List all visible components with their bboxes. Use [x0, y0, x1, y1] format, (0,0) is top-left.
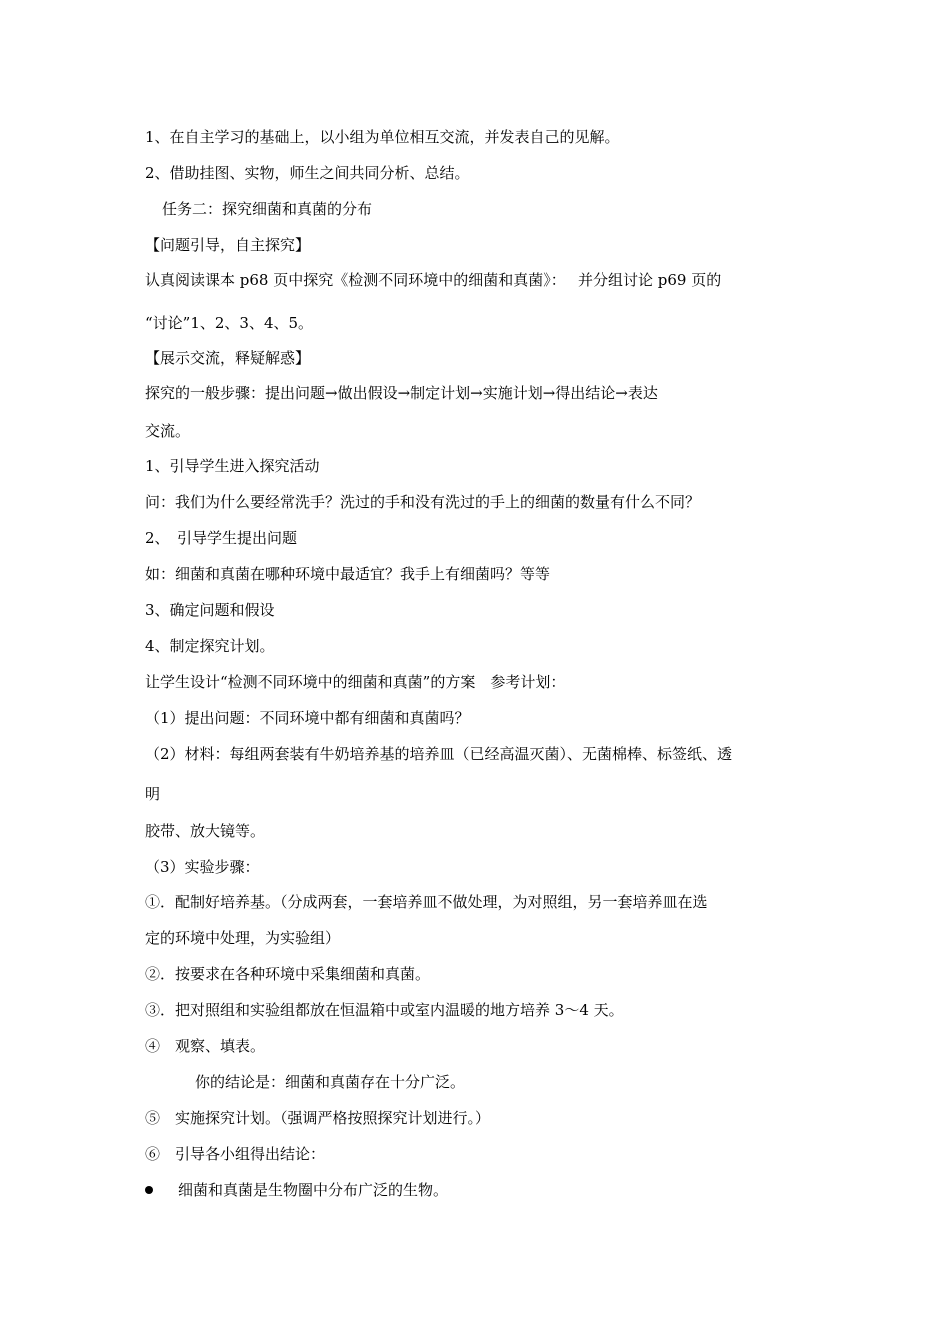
- plan-step-3: （3）实验步骤：: [145, 858, 260, 876]
- experiment-step-3: ③．把对照组和实验组都放在恒温箱中或室内温暖的地方培养 3～4 天。: [145, 1001, 624, 1019]
- section-heading-guide: 【问题引导，自主探究】: [145, 236, 311, 254]
- paragraph-design-plan: 让学生设计“检测不同环境中的细菌和真菌”的方案 参考计划：: [145, 673, 566, 691]
- plan-step-1: （1）提出问题：不同环境中都有细菌和真菌吗？: [145, 709, 470, 727]
- paragraph-discussion: “讨论”1、2、3、4、5。: [145, 314, 314, 332]
- experiment-step-1: ①．配制好培养基。（分成两套，一套培养皿不做处理，为对照组，另一套培养皿在选: [145, 893, 708, 911]
- section-heading-exchange: 【展示交流，释疑解惑】: [145, 349, 311, 367]
- paragraph-2: 2、借助挂图、实物，师生之间共同分析、总结。: [145, 164, 470, 182]
- example-questions: 如：细菌和真菌在哪种环境中最适宜？我手上有细菌吗？等等: [145, 565, 551, 583]
- experiment-step-5: ⑤ 实施探究计划。（强调严格按照探究计划进行。）: [145, 1109, 491, 1127]
- item-2: 2、 引导学生提出问题: [145, 529, 298, 547]
- question-wash-hands: 问：我们为什么要经常洗手？洗过的手和没有洗过的手上的细菌的数量有什么不同？: [145, 493, 701, 511]
- plan-step-2-wrap: 明: [145, 785, 161, 803]
- paragraph-steps-cont: 交流。: [145, 422, 191, 440]
- paragraph-read-textbook: 认真阅读课本 p68 页中探究《检测不同环境中的细菌和真菌》： 并分组讨论 p69 页的: [145, 271, 722, 289]
- item-1: 1、引导学生进入探究活动: [145, 457, 320, 475]
- experiment-step-2: ②．按要求在各种环境中采集细菌和真菌。: [145, 965, 431, 983]
- bullet-item: 细菌和真菌是生物圈中分布广泛的生物。: [178, 1181, 449, 1199]
- plan-step-2: （2）材料：每组两套装有牛奶培养基的培养皿（已经高温灭菌）、无菌棉棒、标签纸、透: [145, 745, 733, 763]
- experiment-step-1-cont: 定的环境中处理，为实验组）: [145, 929, 341, 947]
- experiment-step-6: ⑥ 引导各小组得出结论：: [145, 1145, 326, 1163]
- task-two-heading: 任务二：探究细菌和真菌的分布: [162, 200, 373, 218]
- paragraph-1: 1、在自主学习的基础上，以小组为单位相互交流，并发表自己的见解。: [145, 128, 620, 146]
- bullet-icon: [145, 1186, 153, 1194]
- conclusion-line: 你的结论是：细菌和真菌存在十分广泛。: [195, 1073, 466, 1091]
- paragraph-steps: 探究的一般步骤：提出问题→做出假设→制定计划→实施计划→得出结论→表达: [145, 384, 658, 402]
- experiment-step-4: ④ 观察、填表。: [145, 1037, 266, 1055]
- item-3: 3、确定问题和假设: [145, 601, 275, 619]
- plan-step-2-cont: 胶带、放大镜等。: [145, 822, 266, 840]
- item-4: 4、制定探究计划。: [145, 637, 275, 655]
